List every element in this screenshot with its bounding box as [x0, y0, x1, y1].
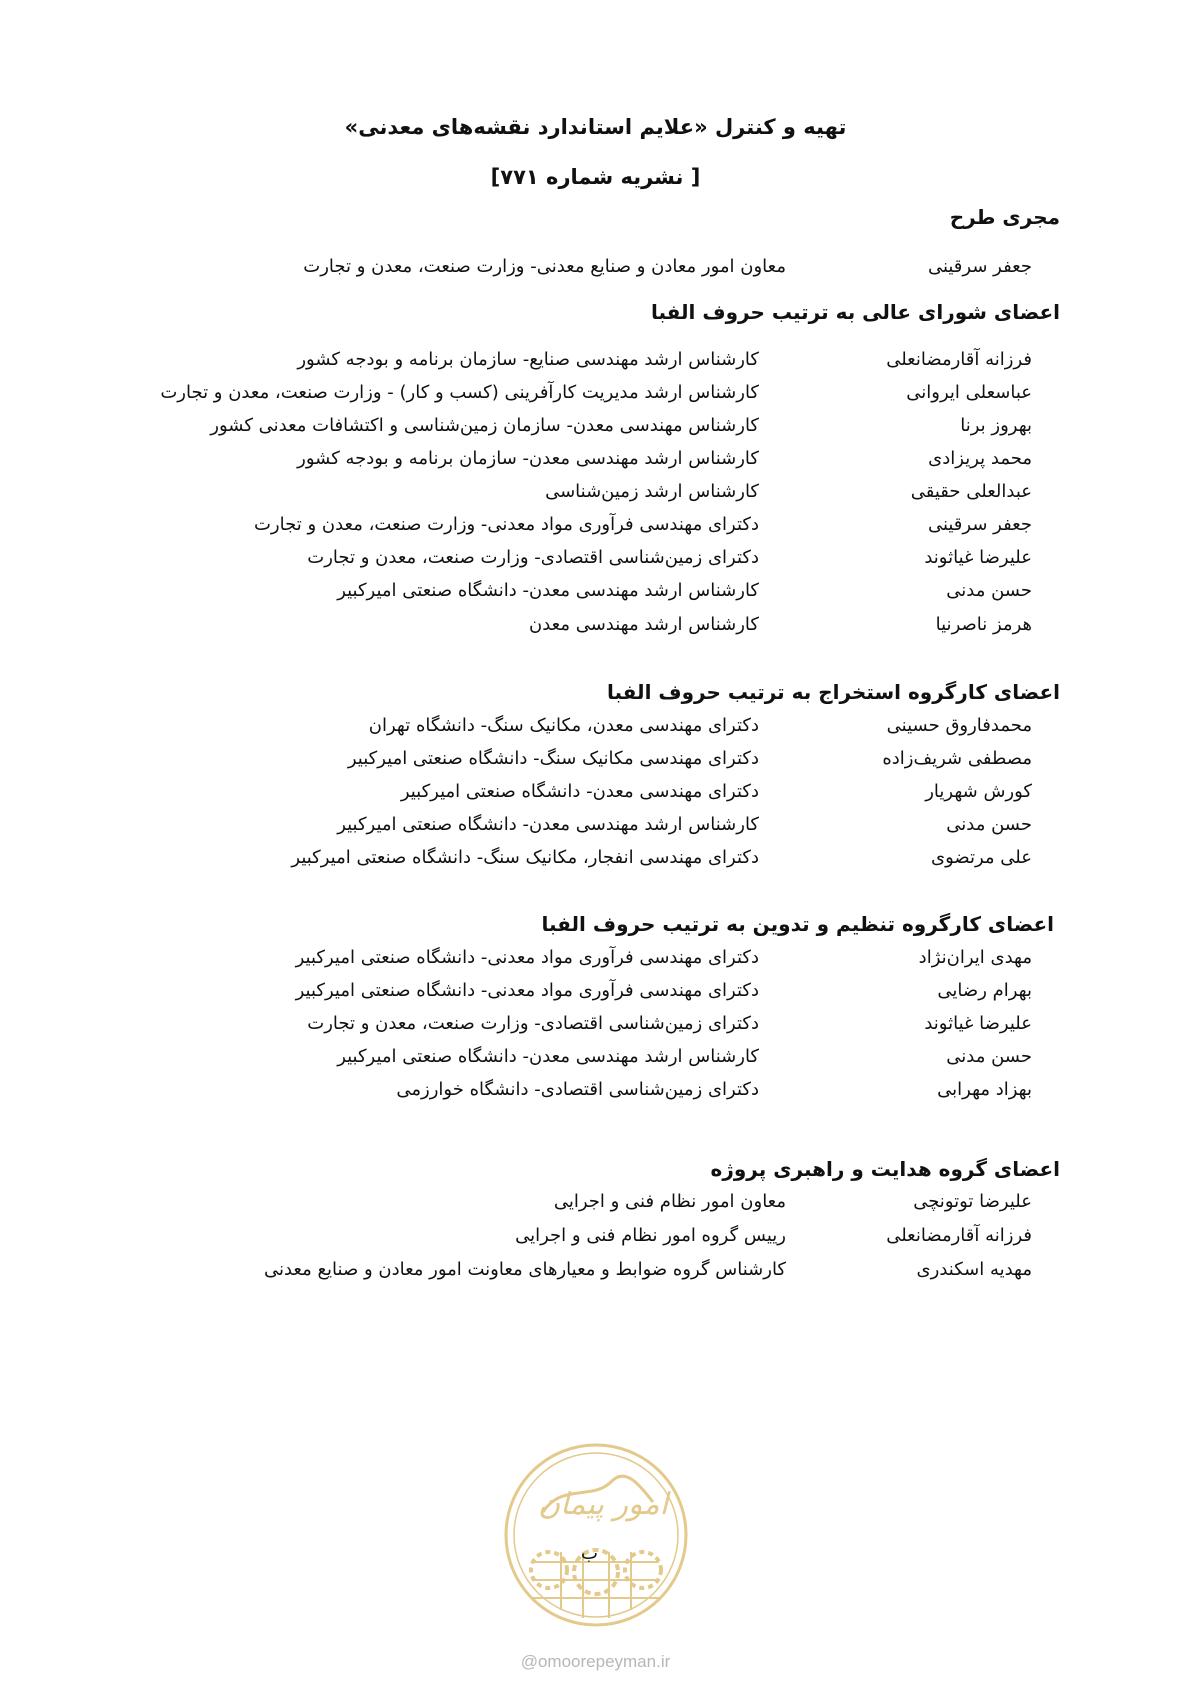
section-heading-extraction: اعضای کارگروه استخراج به ترتیب حروف الفبا	[606, 680, 1060, 704]
member-row	[0, 748, 1191, 782]
member-name: بهروز برنا	[960, 415, 1032, 436]
seal-text: امور پیمان	[538, 1487, 668, 1522]
member-affiliation: دکترای مهندسی مکانیک سنگ- دانشگاه صنعتی امیرکبیر	[347, 748, 759, 769]
member-affiliation: کارشناس ارشد مهندسی معدن- دانشگاه صنعتی امیرکبیر	[337, 814, 759, 835]
member-affiliation: معاون امور نظام فنی و اجرایی	[553, 1191, 786, 1212]
member-row	[0, 847, 1191, 881]
member-row	[0, 1225, 1191, 1259]
member-row	[0, 415, 1191, 449]
member-row	[0, 1046, 1191, 1080]
member-name: حسن مدنی	[946, 814, 1032, 835]
member-name: جعفر سرقینی	[927, 514, 1032, 535]
publication-number: [ نشریه شماره ۷۷۱]	[490, 165, 701, 189]
member-row	[0, 1259, 1191, 1293]
member-name: علیرضا غیاثوند	[924, 547, 1032, 568]
member-name: محمدفاروق حسینی	[886, 715, 1032, 736]
member-affiliation: دکترای زمین‌شناسی اقتصادی- وزارت صنعت، معدن و تجارت	[307, 1013, 759, 1034]
member-affiliation: کارشناس ارشد مهندسی معدن- سازمان برنامه و بودجه کشور	[297, 448, 759, 469]
member-row	[0, 481, 1191, 515]
member-affiliation: کارشناس ارشد مهندسی معدن- دانشگاه صنعتی امیرکبیر	[337, 1046, 759, 1067]
page-number: ب	[581, 1543, 598, 1564]
section-heading-compilation: اعضای کارگروه تنظیم و تدوین به ترتیب حروف الفبا	[541, 912, 1054, 936]
member-affiliation: کارشناس ارشد مهندسی صنایع- سازمان برنامه و بودجه کشور	[297, 349, 759, 370]
member-affiliation: دکترای مهندسی فرآوری مواد معدنی- دانشگاه صنعتی امیرکبیر	[295, 947, 759, 968]
member-name: فرزانه آقارمضانعلی	[886, 349, 1032, 370]
member-name: حسن مدنی	[946, 1046, 1032, 1067]
member-affiliation: کارشناس ارشد زمین‌شناسی	[545, 481, 759, 502]
member-affiliation: دکترای مهندسی معدن، مکانیک سنگ- دانشگاه تهران	[368, 715, 759, 736]
member-affiliation: کارشناس ارشد مدیریت کارآفرینی (کسب و کار) - وزارت صنعت، معدن و تجارت	[160, 382, 759, 403]
member-affiliation: کارشناس ارشد مهندسی معدن- دانشگاه صنعتی امیرکبیر	[337, 580, 759, 601]
member-name: علیرضا توتونچی	[913, 1191, 1032, 1212]
member-name: بهرام رضایی	[937, 980, 1032, 1001]
member-affiliation: دکترای مهندسی معدن- دانشگاه صنعتی امیرکبیر	[400, 781, 759, 802]
member-row	[0, 980, 1191, 1014]
member-name: حسن مدنی	[946, 580, 1032, 601]
section-heading-steering: اعضای گروه هدایت و راهبری پروژه	[710, 1157, 1060, 1181]
member-row	[0, 781, 1191, 815]
site-watermark: @omoorepeyman.ir	[520, 1652, 671, 1671]
member-affiliation: دکترای مهندسی فرآوری مواد معدنی- وزارت صنعت، معدن و تجارت	[253, 514, 759, 535]
member-row	[0, 448, 1191, 482]
member-row	[0, 382, 1191, 416]
omoore-peyman-seal-icon	[503, 1442, 689, 1628]
member-affiliation: کارشناس ارشد مهندسی معدن	[528, 614, 759, 635]
section-heading-executor: مجری طرح	[949, 205, 1060, 229]
member-row	[0, 814, 1191, 848]
member-name: فرزانه آقارمضانعلی	[886, 1225, 1032, 1246]
document-title: تهیه و کنترل «علایم استاندارد نقشه‌های معدنی»	[344, 115, 847, 139]
member-name: عبدالعلی حقیقی	[910, 481, 1032, 502]
member-row	[0, 547, 1191, 581]
member-name: عباسعلی ایروانی	[906, 382, 1032, 403]
member-name: مصطفی شریف‌زاده	[882, 748, 1032, 769]
member-name: محمد پریزادی	[928, 448, 1032, 469]
member-name: علیرضا غیاثوند	[924, 1013, 1032, 1034]
member-row	[0, 947, 1191, 981]
member-affiliation: دکترای زمین‌شناسی اقتصادی- وزارت صنعت، معدن و تجارت	[307, 547, 759, 568]
member-row	[0, 256, 1191, 290]
member-affiliation: دکترای زمین‌شناسی اقتصادی- دانشگاه خوارزمی	[396, 1079, 759, 1100]
member-affiliation: رییس گروه امور نظام فنی و اجرایی	[515, 1225, 786, 1246]
member-row	[0, 1191, 1191, 1225]
section-heading-council: اعضای شورای عالی به ترتیب حروف الفبا	[650, 300, 1060, 324]
member-row	[0, 1079, 1191, 1113]
member-name: مهدی ایران‌نژاد	[918, 947, 1032, 968]
member-name: هرمز ناصرنیا	[935, 614, 1032, 635]
member-name: جعفر سرقینی	[927, 256, 1032, 277]
member-affiliation: معاون امور معادن و صنایع معدنی- وزارت صنعت، معدن و تجارت	[303, 256, 786, 277]
member-row	[0, 514, 1191, 548]
member-name: علی مرتضوی	[930, 847, 1032, 868]
member-row	[0, 349, 1191, 383]
member-row	[0, 614, 1191, 648]
member-affiliation: دکترای مهندسی فرآوری مواد معدنی- دانشگاه صنعتی امیرکبیر	[295, 980, 759, 1001]
member-affiliation: کارشناس گروه ضوابط و معیارهای معاونت امور معادن و صنایع معدنی	[263, 1259, 786, 1280]
member-row	[0, 580, 1191, 614]
member-name: کورش شهریار	[925, 781, 1032, 802]
member-row	[0, 715, 1191, 749]
member-name: مهدیه اسکندری	[916, 1259, 1032, 1280]
member-affiliation: دکترای مهندسی انفجار، مکانیک سنگ- دانشگاه صنعتی امیرکبیر	[291, 847, 759, 868]
member-row	[0, 1013, 1191, 1047]
member-affiliation: کارشناس مهندسی معدن- سازمان زمین‌شناسی و اکتشافات معدنی کشور	[210, 415, 759, 436]
member-name: بهزاد مهرابی	[937, 1079, 1032, 1100]
